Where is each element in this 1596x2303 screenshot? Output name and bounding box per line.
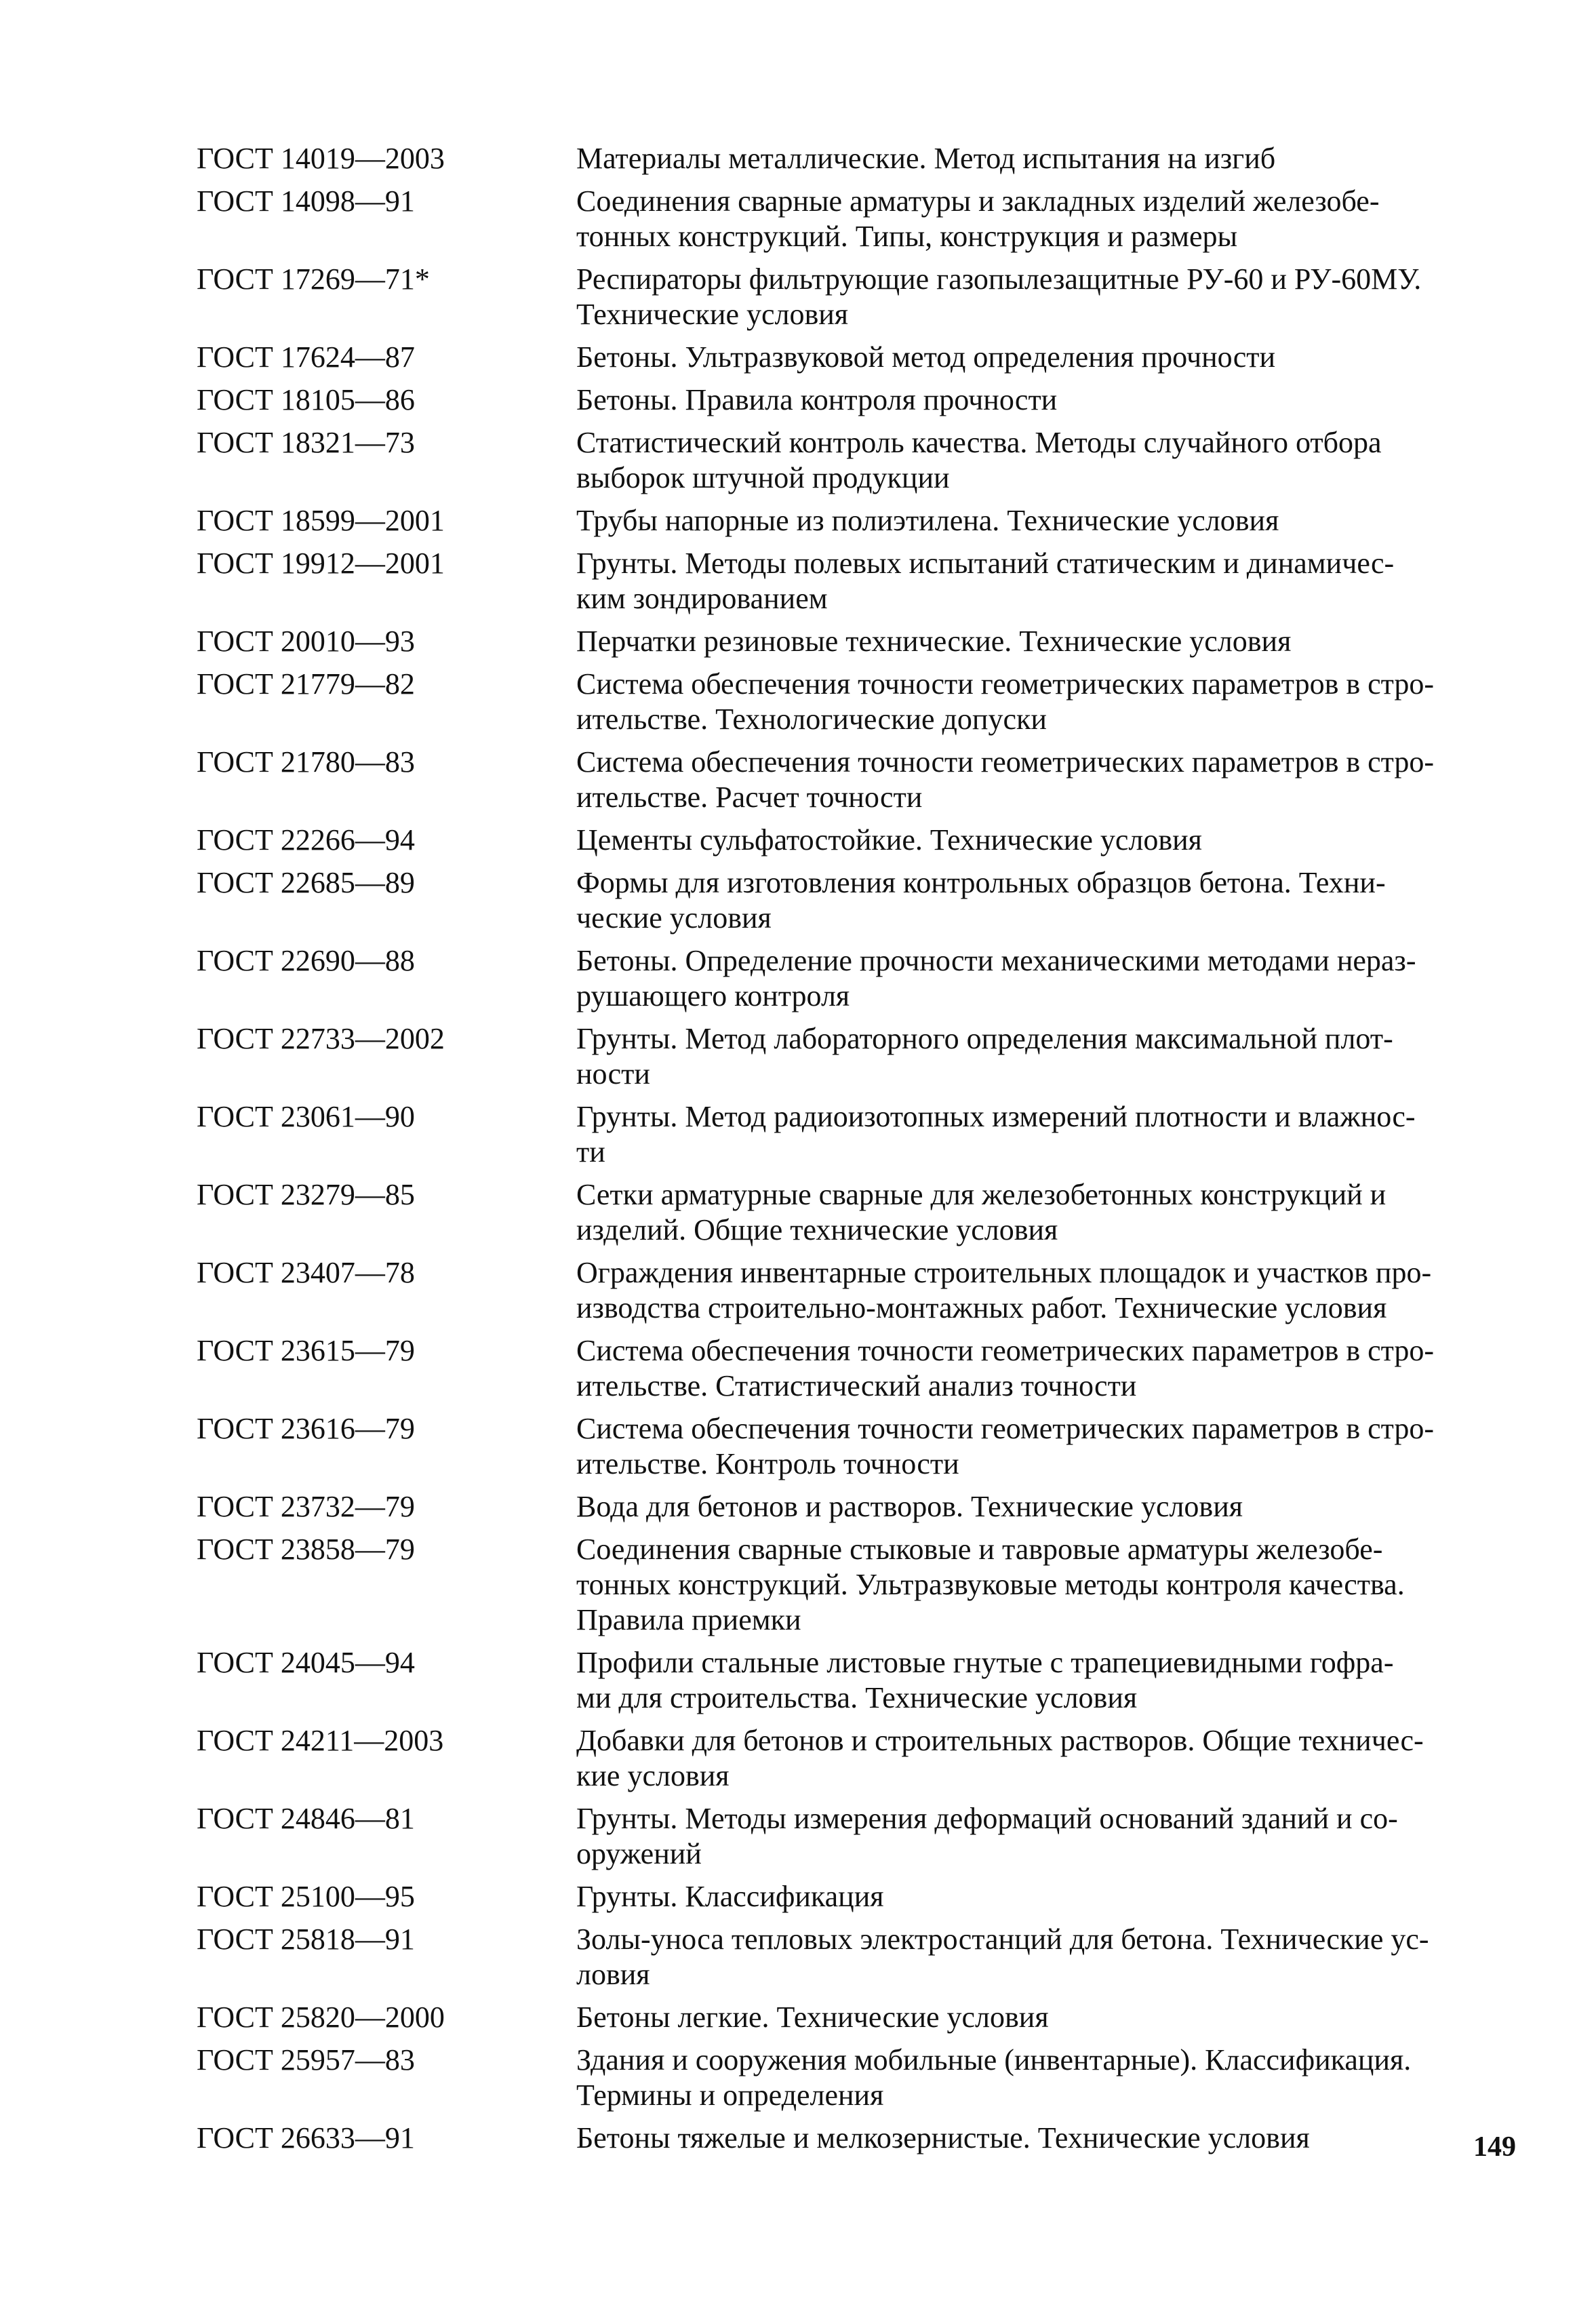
reference-row — [197, 1177, 1485, 1248]
standard-title: Бетоны тяжелые и мелкозернистые. Технические условия — [576, 2121, 1310, 2154]
reference-row — [197, 546, 1485, 616]
standard-code: ГОСТ 21779—82 — [197, 667, 415, 701]
standard-title: Соединения сварные арматуры и закладных изделий железобе- тонных конструкций. Типы, конструкция и размеры — [576, 184, 1380, 253]
reference-row — [197, 865, 1485, 936]
reference-row — [197, 1645, 1485, 1716]
standard-code: ГОСТ 24846—81 — [197, 1802, 415, 1835]
standard-title: Бетоны. Правила контроля прочности — [576, 383, 1058, 416]
standard-title: Система обеспечения точности геометрических параметров в стро- ительстве. Расчет точности — [576, 745, 1435, 814]
reference-row — [197, 624, 1485, 659]
reference-row — [197, 141, 1485, 176]
reference-row — [197, 2043, 1485, 2113]
standard-title: Вода для бетонов и растворов. Технические условия — [576, 1490, 1243, 1523]
standard-title: Золы-уноса тепловых электростанций для бетона. Технические ус- ловия — [576, 1923, 1429, 1991]
standard-title: Трубы напорные из полиэтилена. Технические условия — [576, 504, 1279, 537]
standard-title: Система обеспечения точности геометрических параметров в стро- ительстве. Статистический анализ точности — [576, 1334, 1435, 1402]
reference-row — [197, 1801, 1485, 1872]
standard-code: ГОСТ 23279—85 — [197, 1178, 415, 1211]
reference-row — [197, 1922, 1485, 1992]
standard-title: Бетоны легкие. Технические условия — [576, 2001, 1049, 2034]
standard-title: Грунты. Метод радиоизотопных измерений плотности и влажнос- ти — [576, 1100, 1416, 1168]
standard-title: Грунты. Метод лабораторного определения максимальной плот- ности — [576, 1022, 1393, 1090]
standard-title: Перчатки резиновые технические. Технические условия — [576, 625, 1292, 658]
standard-title: Респираторы фильтрующие газопылезащитные РУ-60 и РУ-60МУ. Технические условия — [576, 262, 1422, 331]
standard-code: ГОСТ 25818—91 — [197, 1923, 415, 1956]
standard-code: ГОСТ 18599—2001 — [197, 504, 445, 537]
standard-code: ГОСТ 23615—79 — [197, 1334, 415, 1367]
reference-row — [197, 667, 1485, 737]
page-number: 149 — [1473, 2131, 1516, 2163]
standard-code: ГОСТ 25820—2000 — [197, 2001, 445, 2034]
standard-code: ГОСТ 22690—88 — [197, 944, 415, 977]
reference-row — [197, 745, 1485, 815]
standard-title: Ограждения инвентарные строительных площадок и участков про- изводства строительно-монтажных работ. Технические условия — [576, 1256, 1432, 1324]
reference-row — [197, 503, 1485, 538]
standard-title: Бетоны. Определение прочности механическими методами нераз- рушающего контроля — [576, 944, 1416, 1012]
standard-code: ГОСТ 20010—93 — [197, 625, 415, 658]
standard-title: Соединения сварные стыковые и тавровые арматуры железобе- тонных конструкций. Ультразвуковые методы контроля качества. Правила приемки — [576, 1533, 1405, 1636]
standard-title: Грунты. Методы полевых испытаний статическим и динамичес- ким зондированием — [576, 547, 1395, 615]
standard-code: ГОСТ 17624—87 — [197, 340, 415, 374]
reference-row — [197, 1333, 1485, 1404]
standard-code: ГОСТ 23061—90 — [197, 1100, 415, 1133]
standard-code: ГОСТ 14019—2003 — [197, 142, 445, 175]
standard-code: ГОСТ 26633—91 — [197, 2121, 415, 2154]
reference-row — [197, 1021, 1485, 1092]
standard-title: Грунты. Методы измерения деформаций оснований зданий и со- оружений — [576, 1802, 1398, 1870]
standard-code: ГОСТ 21780—83 — [197, 745, 415, 779]
standard-title: Грунты. Классификация — [576, 1880, 884, 1913]
standard-title: Материалы металлические. Метод испытания на изгиб — [576, 142, 1276, 175]
reference-row — [197, 2121, 1485, 2156]
standard-title: Цементы сульфатостойкие. Технические условия — [576, 823, 1202, 857]
reference-row — [197, 1532, 1485, 1638]
reference-row — [197, 1411, 1485, 1482]
standard-code: ГОСТ 17269—71* — [197, 262, 430, 296]
reference-row — [197, 943, 1485, 1014]
reference-row — [197, 425, 1485, 496]
standard-title: Профили стальные листовые гнутые с трапециевидными гофра- ми для строительства. Технические условия — [576, 1646, 1394, 1714]
standard-title: Сетки арматурные сварные для железобетонных конструкций и изделий. Общие технические условия — [576, 1178, 1386, 1246]
standard-code: ГОСТ 18105—86 — [197, 383, 415, 416]
standard-code: ГОСТ 23732—79 — [197, 1490, 415, 1523]
standard-title: Статистический контроль качества. Методы случайного отбора выборок штучной продукции — [576, 426, 1382, 494]
standard-code: ГОСТ 14098—91 — [197, 184, 415, 218]
reference-row — [197, 340, 1485, 375]
standard-code: ГОСТ 25100—95 — [197, 1880, 415, 1913]
reference-row — [197, 2000, 1485, 2035]
standard-title: Добавки для бетонов и строительных растворов. Общие техничес- кие условия — [576, 1724, 1424, 1792]
reference-row — [197, 823, 1485, 858]
standard-title: Бетоны. Ультразвуковой метод определения прочности — [576, 340, 1276, 374]
reference-row — [197, 1723, 1485, 1794]
reference-row — [197, 1099, 1485, 1170]
reference-row — [197, 1489, 1485, 1524]
reference-row — [197, 184, 1485, 254]
standard-title: Формы для изготовления контрольных образцов бетона. Техни- ческие условия — [576, 866, 1386, 934]
standard-code: ГОСТ 18321—73 — [197, 426, 415, 459]
standard-code: ГОСТ 25957—83 — [197, 2043, 415, 2076]
standard-code: ГОСТ 24045—94 — [197, 1646, 415, 1679]
standard-title: Система обеспечения точности геометрических параметров в стро- ительстве. Технологические допуски — [576, 667, 1435, 736]
standard-code: ГОСТ 19912—2001 — [197, 547, 445, 580]
standard-code: ГОСТ 22733—2002 — [197, 1022, 445, 1055]
standard-code: ГОСТ 23858—79 — [197, 1533, 415, 1566]
reference-row — [197, 1879, 1485, 1914]
standard-code: ГОСТ 22266—94 — [197, 823, 415, 857]
standard-code: ГОСТ 23616—79 — [197, 1412, 415, 1445]
standard-code: ГОСТ 24211—2003 — [197, 1724, 444, 1757]
reference-row — [197, 382, 1485, 418]
standards-reference-list — [197, 141, 1485, 2163]
standard-code: ГОСТ 22685—89 — [197, 866, 415, 899]
standard-title: Здания и сооружения мобильные (инвентарные). Классификация. Термины и определения — [576, 2043, 1412, 2112]
reference-row — [197, 262, 1485, 332]
standard-title: Система обеспечения точности геометрических параметров в стро- ительстве. Контроль точности — [576, 1412, 1435, 1480]
standard-code: ГОСТ 23407—78 — [197, 1256, 415, 1289]
reference-row — [197, 1255, 1485, 1326]
